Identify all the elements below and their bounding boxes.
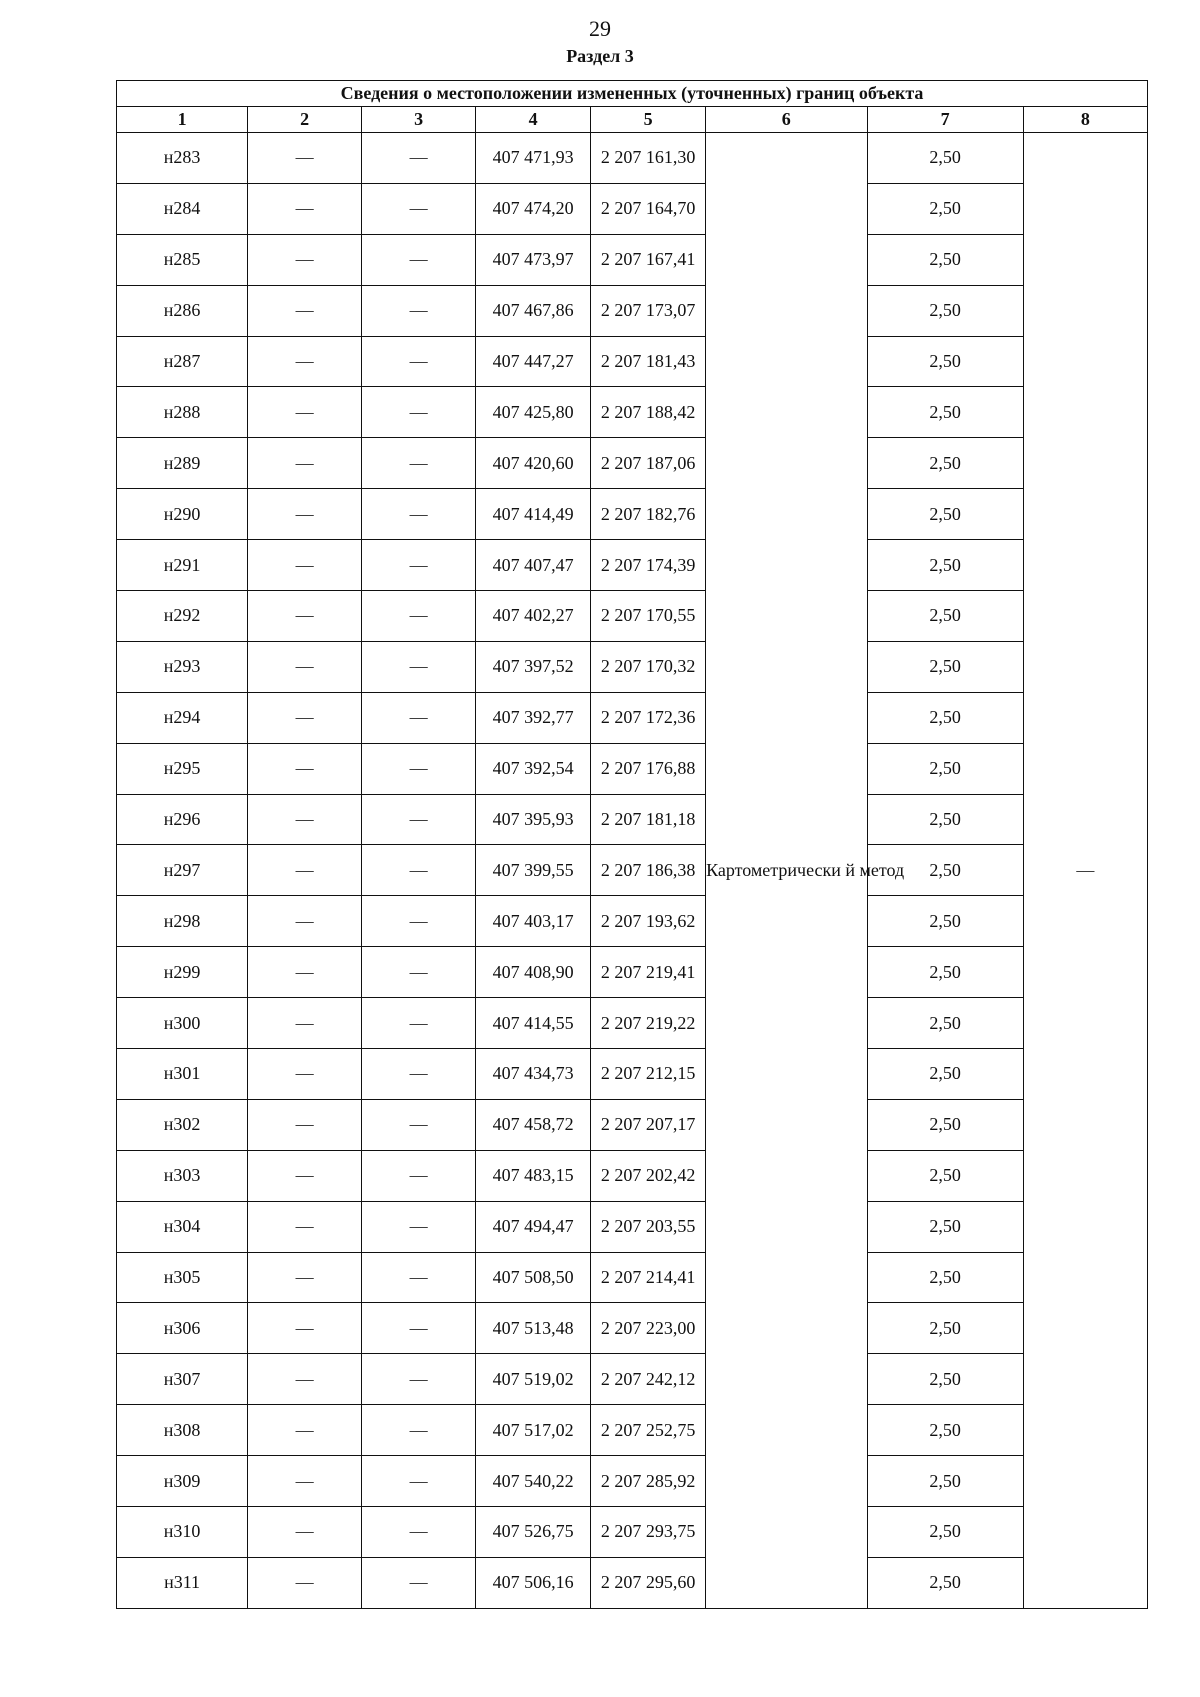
accuracy-cell: 2,50 xyxy=(867,183,1023,234)
point-cell: н306 xyxy=(117,1303,248,1354)
column-2-cell: — xyxy=(248,845,362,896)
x-coordinate-cell: 407 519,02 xyxy=(476,1354,591,1405)
table-row xyxy=(117,1049,1148,1100)
y-coordinate-cell: 2 207 223,00 xyxy=(591,1303,706,1354)
table-row xyxy=(117,845,1148,896)
column-header-5: 5 xyxy=(591,107,706,133)
column-3-cell: — xyxy=(362,1456,476,1507)
column-header-4: 4 xyxy=(476,107,591,133)
y-coordinate-cell: 2 207 219,22 xyxy=(591,998,706,1049)
table-row xyxy=(117,234,1148,285)
column-3-cell: — xyxy=(362,1252,476,1303)
accuracy-cell: 2,50 xyxy=(867,1507,1023,1558)
accuracy-cell: 2,50 xyxy=(867,998,1023,1049)
column-3-cell: — xyxy=(362,641,476,692)
y-coordinate-cell: 2 207 176,88 xyxy=(591,743,706,794)
table-row xyxy=(117,336,1148,387)
column-3-cell: — xyxy=(362,998,476,1049)
x-coordinate-cell: 407 494,47 xyxy=(476,1201,591,1252)
accuracy-cell: 2,50 xyxy=(867,1303,1023,1354)
accuracy-cell: 2,50 xyxy=(867,438,1023,489)
column-2-cell: — xyxy=(248,234,362,285)
x-coordinate-cell: 407 526,75 xyxy=(476,1507,591,1558)
accuracy-cell: 2,50 xyxy=(867,591,1023,642)
column-2-cell: — xyxy=(248,1049,362,1100)
point-cell: н284 xyxy=(117,183,248,234)
x-coordinate-cell: 407 408,90 xyxy=(476,947,591,998)
boundary-table xyxy=(116,80,1148,1609)
accuracy-cell: 2,50 xyxy=(867,133,1023,184)
point-cell: н305 xyxy=(117,1252,248,1303)
column-3-cell: — xyxy=(362,1150,476,1201)
accuracy-cell: 2,50 xyxy=(867,540,1023,591)
column-header-8: 8 xyxy=(1023,107,1147,133)
accuracy-cell: 2,50 xyxy=(867,1150,1023,1201)
point-cell: н289 xyxy=(117,438,248,489)
y-coordinate-cell: 2 207 214,41 xyxy=(591,1252,706,1303)
point-cell: н288 xyxy=(117,387,248,438)
section-title: Раздел 3 xyxy=(566,46,634,66)
y-coordinate-cell: 2 207 188,42 xyxy=(591,387,706,438)
x-coordinate-cell: 407 425,80 xyxy=(476,387,591,438)
table-row xyxy=(117,591,1148,642)
point-cell: н296 xyxy=(117,794,248,845)
column-2-cell: — xyxy=(248,743,362,794)
column-header-2: 2 xyxy=(248,107,362,133)
table-row xyxy=(117,183,1148,234)
table-row xyxy=(117,692,1148,743)
column-3-cell: — xyxy=(362,1303,476,1354)
accuracy-cell: 2,50 xyxy=(867,1557,1023,1608)
x-coordinate-cell: 407 474,20 xyxy=(476,183,591,234)
x-coordinate-cell: 407 471,93 xyxy=(476,133,591,184)
accuracy-cell: 2,50 xyxy=(867,692,1023,743)
accuracy-cell: 2,50 xyxy=(867,896,1023,947)
x-coordinate-cell: 407 458,72 xyxy=(476,1099,591,1150)
column-2-cell: — xyxy=(248,1456,362,1507)
column-3-cell: — xyxy=(362,591,476,642)
column-3-cell: — xyxy=(362,387,476,438)
x-coordinate-cell: 407 403,17 xyxy=(476,896,591,947)
column-3-cell: — xyxy=(362,1405,476,1456)
column-2-cell: — xyxy=(248,336,362,387)
y-coordinate-cell: 2 207 182,76 xyxy=(591,489,706,540)
table-row xyxy=(117,1252,1148,1303)
y-coordinate-cell: 2 207 252,75 xyxy=(591,1405,706,1456)
table-row xyxy=(117,743,1148,794)
x-coordinate-cell: 407 540,22 xyxy=(476,1456,591,1507)
column-2-cell: — xyxy=(248,998,362,1049)
table-row xyxy=(117,133,1148,184)
point-cell: н311 xyxy=(117,1557,248,1608)
point-cell: н292 xyxy=(117,591,248,642)
table-row xyxy=(117,1557,1148,1608)
point-cell: н295 xyxy=(117,743,248,794)
y-coordinate-cell: 2 207 174,39 xyxy=(591,540,706,591)
table-row xyxy=(117,489,1148,540)
table-row xyxy=(117,1150,1148,1201)
table-row xyxy=(117,641,1148,692)
table-row xyxy=(117,947,1148,998)
table-row xyxy=(117,438,1148,489)
table-row xyxy=(117,998,1148,1049)
table-row xyxy=(117,387,1148,438)
table-row xyxy=(117,1354,1148,1405)
column-3-cell: — xyxy=(362,896,476,947)
column-3-cell: — xyxy=(362,234,476,285)
column-2-cell: — xyxy=(248,1303,362,1354)
x-coordinate-cell: 407 513,48 xyxy=(476,1303,591,1354)
y-coordinate-cell: 2 207 173,07 xyxy=(591,285,706,336)
point-cell: н285 xyxy=(117,234,248,285)
column-3-cell: — xyxy=(362,133,476,184)
column-2-cell: — xyxy=(248,387,362,438)
y-coordinate-cell: 2 207 212,15 xyxy=(591,1049,706,1100)
accuracy-cell: 2,50 xyxy=(867,845,1023,896)
column-2-cell: — xyxy=(248,540,362,591)
column-3-cell: — xyxy=(362,1354,476,1405)
x-coordinate-cell: 407 414,49 xyxy=(476,489,591,540)
table-row xyxy=(117,1201,1148,1252)
column-2-cell: — xyxy=(248,1252,362,1303)
x-coordinate-cell: 407 399,55 xyxy=(476,845,591,896)
x-coordinate-cell: 407 483,15 xyxy=(476,1150,591,1201)
accuracy-cell: 2,50 xyxy=(867,1252,1023,1303)
column-3-cell: — xyxy=(362,1201,476,1252)
point-cell: н293 xyxy=(117,641,248,692)
y-coordinate-cell: 2 207 203,55 xyxy=(591,1201,706,1252)
point-cell: н286 xyxy=(117,285,248,336)
x-coordinate-cell: 407 473,97 xyxy=(476,234,591,285)
column-2-cell: — xyxy=(248,1354,362,1405)
y-coordinate-cell: 2 207 172,36 xyxy=(591,692,706,743)
point-cell: н308 xyxy=(117,1405,248,1456)
x-coordinate-cell: 407 395,93 xyxy=(476,794,591,845)
accuracy-cell: 2,50 xyxy=(867,1099,1023,1150)
column-2-cell: — xyxy=(248,133,362,184)
point-cell: н299 xyxy=(117,947,248,998)
table-row xyxy=(117,285,1148,336)
accuracy-cell: 2,50 xyxy=(867,1201,1023,1252)
table-row xyxy=(117,794,1148,845)
point-cell: н303 xyxy=(117,1150,248,1201)
column-header-7: 7 xyxy=(867,107,1023,133)
column-3-cell: — xyxy=(362,1507,476,1558)
y-coordinate-cell: 2 207 181,43 xyxy=(591,336,706,387)
accuracy-cell: 2,50 xyxy=(867,336,1023,387)
column-2-cell: — xyxy=(248,1507,362,1558)
accuracy-cell: 2,50 xyxy=(867,743,1023,794)
column-2-cell: — xyxy=(248,896,362,947)
point-cell: н298 xyxy=(117,896,248,947)
column-3-cell: — xyxy=(362,336,476,387)
point-cell: н310 xyxy=(117,1507,248,1558)
accuracy-cell: 2,50 xyxy=(867,794,1023,845)
accuracy-cell: 2,50 xyxy=(867,489,1023,540)
point-cell: н300 xyxy=(117,998,248,1049)
accuracy-cell: 2,50 xyxy=(867,1405,1023,1456)
column-3-cell: — xyxy=(362,285,476,336)
column-2-cell: — xyxy=(248,1150,362,1201)
column-2-cell: — xyxy=(248,947,362,998)
y-coordinate-cell: 2 207 164,70 xyxy=(591,183,706,234)
column-header-1: 1 xyxy=(117,107,248,133)
y-coordinate-cell: 2 207 170,55 xyxy=(591,591,706,642)
x-coordinate-cell: 407 506,16 xyxy=(476,1557,591,1608)
point-cell: н297 xyxy=(117,845,248,896)
table-row xyxy=(117,896,1148,947)
column-2-cell: — xyxy=(248,591,362,642)
accuracy-cell: 2,50 xyxy=(867,1354,1023,1405)
column-2-cell: — xyxy=(248,1557,362,1608)
point-cell: н309 xyxy=(117,1456,248,1507)
x-coordinate-cell: 407 434,73 xyxy=(476,1049,591,1100)
y-coordinate-cell: 2 207 187,06 xyxy=(591,438,706,489)
column-2-cell: — xyxy=(248,1201,362,1252)
x-coordinate-cell: 407 392,77 xyxy=(476,692,591,743)
x-coordinate-cell: 407 392,54 xyxy=(476,743,591,794)
x-coordinate-cell: 407 467,86 xyxy=(476,285,591,336)
column-2-cell: — xyxy=(248,641,362,692)
table-row xyxy=(117,540,1148,591)
x-coordinate-cell: 407 402,27 xyxy=(476,591,591,642)
column-header-6: 6 xyxy=(706,107,867,133)
table-row xyxy=(117,1099,1148,1150)
y-coordinate-cell: 2 207 285,92 xyxy=(591,1456,706,1507)
x-coordinate-cell: 407 517,02 xyxy=(476,1405,591,1456)
y-coordinate-cell: 2 207 295,60 xyxy=(591,1557,706,1608)
table-row xyxy=(117,1456,1148,1507)
point-cell: н287 xyxy=(117,336,248,387)
column-3-cell: — xyxy=(362,1557,476,1608)
column-3-cell: — xyxy=(362,540,476,591)
accuracy-cell: 2,50 xyxy=(867,285,1023,336)
column-header-3: 3 xyxy=(362,107,476,133)
y-coordinate-cell: 2 207 167,41 xyxy=(591,234,706,285)
point-cell: н283 xyxy=(117,133,248,184)
point-cell: н294 xyxy=(117,692,248,743)
point-cell: н302 xyxy=(117,1099,248,1150)
table-row xyxy=(117,1507,1148,1558)
column-3-cell: — xyxy=(362,183,476,234)
y-coordinate-cell: 2 207 186,38 xyxy=(591,845,706,896)
y-coordinate-cell: 2 207 170,32 xyxy=(591,641,706,692)
column-2-cell: — xyxy=(248,183,362,234)
accuracy-cell: 2,50 xyxy=(867,387,1023,438)
column-2-cell: — xyxy=(248,438,362,489)
column-3-cell: — xyxy=(362,845,476,896)
x-coordinate-cell: 407 407,47 xyxy=(476,540,591,591)
point-cell: н290 xyxy=(117,489,248,540)
column-2-cell: — xyxy=(248,692,362,743)
y-coordinate-cell: 2 207 219,41 xyxy=(591,947,706,998)
column-2-cell: — xyxy=(248,285,362,336)
point-cell: н291 xyxy=(117,540,248,591)
column-3-cell: — xyxy=(362,1049,476,1100)
column-3-cell: — xyxy=(362,794,476,845)
method-cell: Картометрически й метод xyxy=(706,133,867,1609)
column-2-cell: — xyxy=(248,1405,362,1456)
accuracy-cell: 2,50 xyxy=(867,1049,1023,1100)
column-3-cell: — xyxy=(362,1099,476,1150)
x-coordinate-cell: 407 397,52 xyxy=(476,641,591,692)
y-coordinate-cell: 2 207 242,12 xyxy=(591,1354,706,1405)
table-row xyxy=(117,1405,1148,1456)
column-3-cell: — xyxy=(362,692,476,743)
column-2-cell: — xyxy=(248,794,362,845)
column-2-cell: — xyxy=(248,1099,362,1150)
column-3-cell: — xyxy=(362,438,476,489)
page-number: 29 xyxy=(589,16,611,41)
column-8-cell: — xyxy=(1023,133,1147,1609)
accuracy-cell: 2,50 xyxy=(867,947,1023,998)
accuracy-cell: 2,50 xyxy=(867,234,1023,285)
accuracy-cell: 2,50 xyxy=(867,641,1023,692)
y-coordinate-cell: 2 207 202,42 xyxy=(591,1150,706,1201)
point-cell: н301 xyxy=(117,1049,248,1100)
x-coordinate-cell: 407 447,27 xyxy=(476,336,591,387)
point-cell: н304 xyxy=(117,1201,248,1252)
column-3-cell: — xyxy=(362,743,476,794)
y-coordinate-cell: 2 207 207,17 xyxy=(591,1099,706,1150)
column-3-cell: — xyxy=(362,947,476,998)
x-coordinate-cell: 407 420,60 xyxy=(476,438,591,489)
y-coordinate-cell: 2 207 161,30 xyxy=(591,133,706,184)
point-cell: н307 xyxy=(117,1354,248,1405)
x-coordinate-cell: 407 508,50 xyxy=(476,1252,591,1303)
y-coordinate-cell: 2 207 293,75 xyxy=(591,1507,706,1558)
column-2-cell: — xyxy=(248,489,362,540)
y-coordinate-cell: 2 207 181,18 xyxy=(591,794,706,845)
column-3-cell: — xyxy=(362,489,476,540)
y-coordinate-cell: 2 207 193,62 xyxy=(591,896,706,947)
table-row xyxy=(117,1303,1148,1354)
table-caption: Сведения о местоположении измененных (уточненных) границ объекта xyxy=(117,81,1148,107)
accuracy-cell: 2,50 xyxy=(867,1456,1023,1507)
x-coordinate-cell: 407 414,55 xyxy=(476,998,591,1049)
